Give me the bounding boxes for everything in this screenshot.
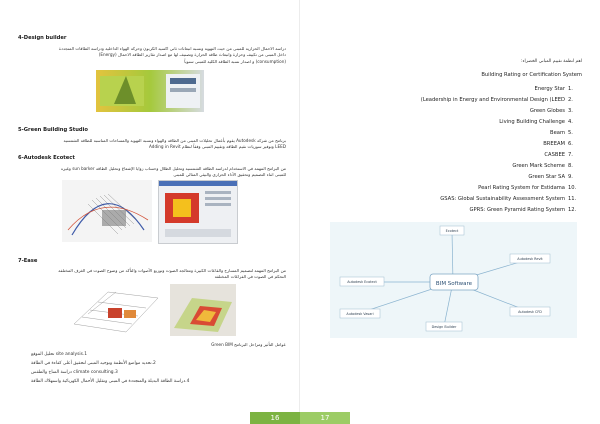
rating-systems-list xyxy=(342,83,582,215)
diagram-node-label: Autodesk CFD xyxy=(518,310,542,314)
ease-render-image xyxy=(170,284,236,336)
diagram-node-label: Autodesk Revit xyxy=(517,257,543,261)
rating-systems-subtitle: Building Rating or Certification System xyxy=(481,72,582,78)
ecotect-sunpath-image xyxy=(62,180,152,242)
diagram-center-label: BIM Software xyxy=(435,281,473,287)
rating-systems-title: اهم انظمة تقييم المباني الخضراء: xyxy=(520,59,582,64)
design-builder-image xyxy=(96,70,204,112)
design-builder-heading: 4-Design builder xyxy=(18,35,67,41)
diagram-node-label: Design Builder xyxy=(431,325,457,329)
page-footer xyxy=(0,412,600,424)
list-item: 1. site analysis تحليل الموقع xyxy=(31,352,88,357)
ease-wireframe-image xyxy=(68,284,164,336)
design-builder-paragraph: دراسة الاحمال الحرارية للمبنى من حيث التهوية ونسبة انبعاثات ثاني اكسيد الكربون وحركة الهواء الداخلية ودراسة الطاقات المتجددة داخل المبنى من تكييف وحرارة وانبعاث طاقة الحرارة وتصنيف لها مع اصدار تقارير الطاقة الاحمال (Energy) (consumption) و اصدار نسبة الطاقة الكلية للمبنى سنوياً xyxy=(58,46,286,64)
ecotect-dialog-image xyxy=(158,180,238,244)
diagram-node-label: Ecotect xyxy=(445,229,459,233)
list-item: GPRS: Green Pyramid Rating System 12. xyxy=(469,206,577,213)
list-item: Green Star SA 9. xyxy=(528,173,573,180)
green-building-studio-heading: 5-Green Building Studio xyxy=(18,127,88,133)
autodesk-ecotect-paragraph: من البرامج المهمة في الاستخدام لدراسة الطاقة الشمسية وتحليل الظلال وحساب زوايا الإشعاع وتحليل الطاقة sun barker وغيره للمبنى اثناء التصميم وتحقيق الأداء الحراري والبيئي المثالي للمبنى xyxy=(60,166,286,178)
page-number-left: 16 xyxy=(250,412,300,424)
diagram-node-label: Autodesk Vasari xyxy=(346,312,374,316)
list-item: Beam 5. xyxy=(550,129,573,136)
list-item: 2. تحديد مواضع الأنظمة وتوجيه المبنى لتحقيق أعلى كفاءة في الطاقة xyxy=(31,361,156,366)
list-item: 4. دراسة الطاقة البديلة والمتجددة في المبنى وتقليل الأحمال الكهربائية واستهلاك الطاقة xyxy=(31,379,190,384)
list-item: Pearl Rating System for Estidama 10. xyxy=(478,184,577,191)
list-item: GSAS: Global Sustainability Assessment System 11. xyxy=(440,195,577,202)
bim-software-diagram xyxy=(330,222,577,338)
list-item: BREEAM 6. xyxy=(543,140,573,147)
green-building-studio-paragraph: برنامج من شركة Autodesk يقوم بأعمال تحليلات المبنى من الطاقة والهواء ونسبة التهوية والمساحات المناسبة للطاقة الشمسية LEED وتوفير سوريات نقيم الطاقة وتقييم المبنى وفقاً لنظام Adding in Revit xyxy=(63,138,286,150)
list-item: 3. climate consulting دراسة المناخ والطقس xyxy=(31,370,118,375)
list-item: Energy Star 1. xyxy=(534,85,573,92)
ease-intro: عوامل التأثير ومراحل البرنامج Green BIM xyxy=(211,342,286,347)
list-item: Green Globes 3. xyxy=(529,107,573,114)
list-item: (Leadership in Energy and Environmental Design (LEED 2. xyxy=(420,96,573,103)
right-page xyxy=(300,0,600,424)
list-item: CASBEE 7. xyxy=(544,151,573,158)
ease-heading: 7-Ease xyxy=(18,258,38,264)
list-item: Green Mark Scheme 8. xyxy=(512,162,573,169)
autodesk-ecotect-heading: 6-Autodesk Ecotect xyxy=(18,155,75,161)
ease-paragraph: من البرامج المهمة لتصميم المسارح والقاعات الكبيرة ومعالجة الصوت وتوزيع الأصوات والتأكد من وضوح الصوت في الغرف المختلفة التحكم في الصوت في الفراغات المختلفة xyxy=(58,268,286,280)
green-bim-steps-list xyxy=(31,352,281,388)
diagram-node-label: Autodesk Ecotect xyxy=(347,280,377,284)
page-number-right: 17 xyxy=(300,412,350,424)
list-item: Living Building Challenge 4. xyxy=(499,118,573,125)
